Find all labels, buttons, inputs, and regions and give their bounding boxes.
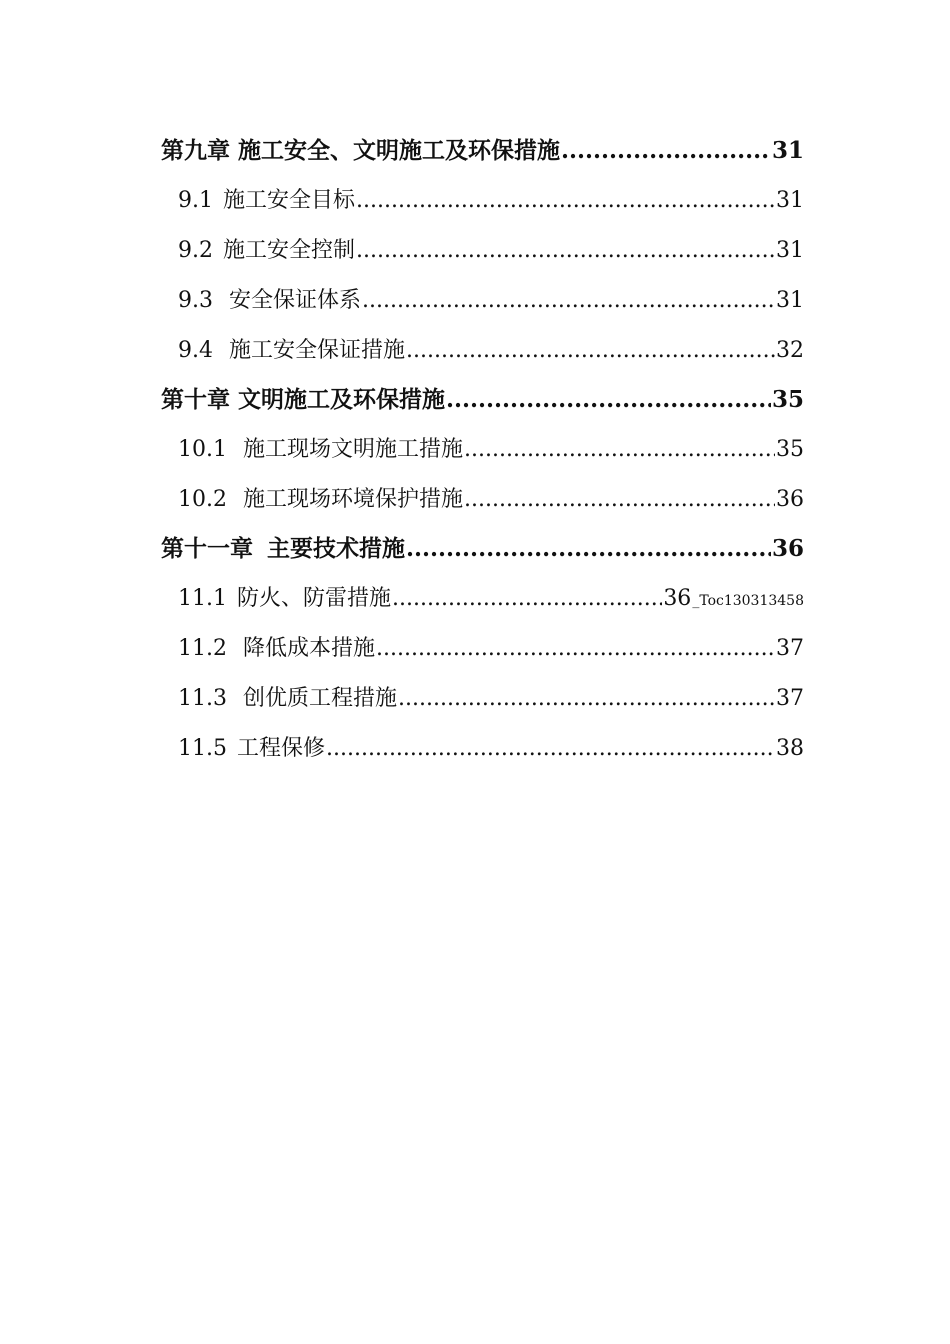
toc-leader-dots: [326, 732, 775, 766]
toc-leader-dots: [464, 433, 775, 467]
toc-leader-dots: [376, 632, 775, 666]
toc-entry-10-2[interactable]: [178, 483, 804, 517]
toc-entry-number: 第十一章: [161, 535, 253, 562]
toc-entry-number: 11.5: [178, 736, 227, 761]
toc-entry-page: 32: [776, 338, 804, 363]
toc-leader-dots: [356, 184, 775, 218]
toc-leader-dots: [406, 334, 775, 368]
toc-leader-dots: [406, 532, 771, 566]
toc-leader-dots: [392, 582, 662, 616]
toc-entry-title: 施工安全目标: [223, 188, 356, 213]
toc-entry-9-3[interactable]: [178, 284, 804, 318]
toc-entry-number: 9.2: [178, 238, 213, 263]
toc-entry-title: 安全保证体系: [229, 288, 362, 313]
toc-entry-number: 10.2: [178, 487, 227, 512]
toc-entry-11-2[interactable]: [178, 632, 804, 666]
toc-entry-title: 施工现场环境保护措施: [242, 487, 463, 512]
toc-bookmark-anchor: _Toc130313458: [692, 593, 804, 609]
toc-entry-page: 36: [771, 535, 804, 562]
toc-entry-title: 施工安全控制: [223, 238, 356, 263]
toc-entry-number: 9.1: [178, 188, 213, 213]
toc-entry-page: 31: [776, 238, 804, 263]
toc-entry-page: 37: [776, 686, 804, 711]
toc-leader-dots: [561, 134, 771, 168]
toc-entry-page: 38: [776, 736, 804, 761]
toc-entry-title: 创优质工程措施: [242, 686, 397, 711]
toc-entry-page: 36: [776, 487, 804, 512]
toc-entry-page: 35: [771, 386, 804, 413]
toc-entry-9-4[interactable]: [178, 334, 804, 368]
toc-entry-chapter-10[interactable]: [161, 383, 804, 417]
toc-entry-page: 31: [776, 188, 804, 213]
toc-leader-dots: [398, 682, 775, 716]
toc-entry-number: 9.4: [178, 338, 213, 363]
toc-entry-title: 文明施工及环保措施: [238, 386, 445, 413]
toc-entry-11-5[interactable]: [178, 732, 804, 766]
toc-entry-title: 降低成本措施: [242, 636, 375, 661]
toc-entry-page: 36: [663, 586, 692, 611]
toc-leader-dots: [356, 234, 775, 268]
toc-entry-title: 施工安全保证措施: [229, 338, 406, 363]
toc-leader-dots: [362, 284, 775, 318]
toc-entry-number: 11.1: [178, 586, 227, 611]
toc-entry-title: 主要技术措施: [267, 535, 405, 562]
toc-entry-9-2[interactable]: [178, 234, 804, 268]
toc-entry-number: 11.3: [178, 686, 227, 711]
toc-entry-title: 施工现场文明施工措施: [242, 437, 463, 462]
toc-entry-page: 31: [771, 137, 804, 164]
toc-entry-title: 工程保修: [236, 736, 325, 761]
toc-entry-11-3[interactable]: [178, 682, 804, 716]
toc-entry-number: 11.2: [178, 636, 227, 661]
toc-entry-page: 37: [776, 636, 804, 661]
toc-entry-page: 31: [776, 288, 804, 313]
toc-entry-number: 第十章: [161, 386, 230, 413]
toc-entry-number: 第九章: [161, 137, 230, 164]
toc-entry-9-1[interactable]: [178, 184, 804, 218]
toc-entry-title: 防火、防雷措施: [236, 586, 391, 611]
toc-leader-dots: [464, 483, 775, 517]
toc-entry-10-1[interactable]: [178, 433, 804, 467]
toc-entry-title: 施工安全、文明施工及环保措施: [238, 137, 560, 164]
toc-entry-chapter-11[interactable]: [161, 532, 804, 566]
toc-entry-number: 10.1: [178, 437, 227, 462]
toc-entry-chapter-9[interactable]: [161, 134, 804, 168]
toc-entry-page: 35: [776, 437, 804, 462]
toc-entry-number: 9.3: [178, 288, 213, 313]
toc-entry-11-1[interactable]: [178, 582, 804, 616]
toc-leader-dots: [446, 383, 771, 417]
